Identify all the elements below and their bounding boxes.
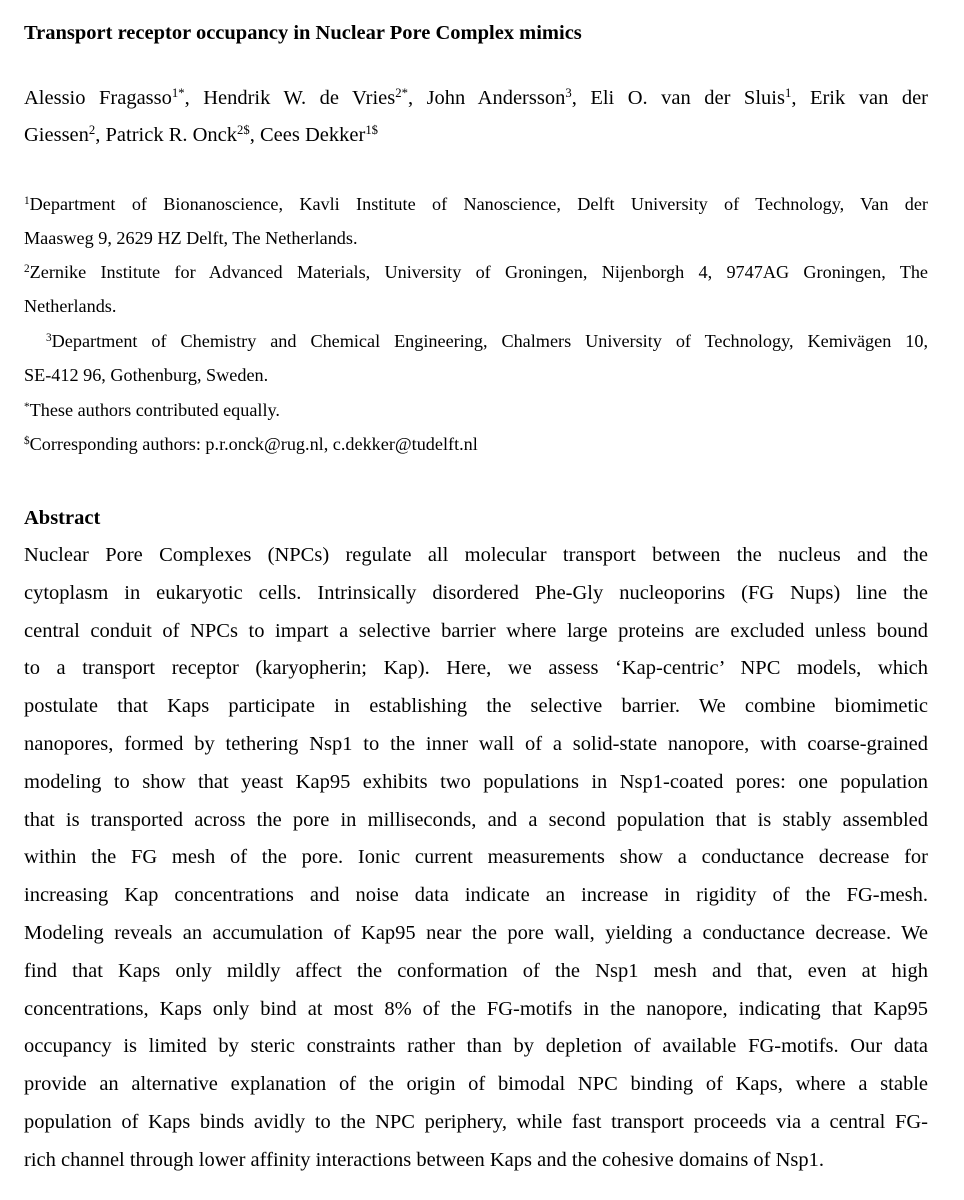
note-mark: * [24,400,30,413]
author-name: Alessio Fragasso [24,87,172,109]
author-list [24,80,928,154]
author-name: Patrick R. Onck [105,124,238,146]
abstract-line: central conduit of NPCs to impart a selective barrier where large proteins are excluded unless bound [24,619,928,642]
abstract-line: increasing Kap concentrations and noise data indicate an increase in rigidity of the FG-mesh. [24,884,928,907]
affiliation-mark: 3 [46,331,52,344]
equal-contribution-note [24,393,928,427]
corresponding-authors-note [24,427,928,461]
abstract-line: Nuclear Pore Complexes (NPCs) regulate all molecular transport between the nucleus and the [24,544,928,566]
author-affiliation-mark: 2$ [237,123,250,138]
author-name: John Andersson [426,87,566,109]
abstract-line: that is transported across the pore in milliseconds, and a second population that is stably assembled [24,808,928,831]
abstract-line: to a transport receptor (karyopherin; Kap). Here, we assess ‘Kap-centric’ NPC models, which [24,657,928,680]
author-affiliation-mark: 1 [784,86,792,101]
affiliation-1 [24,187,928,255]
abstract-line: population of Kaps binds avidly to the NPC periphery, while fast transport proceeds via a central FG- [24,1110,928,1133]
affiliation-3 [24,324,928,392]
author-line-1: Alessio Fragasso$^{1*}$, Hendrik W. de Vries$^{2*}$, John Andersson$^3$, Eli O. van der Sluis$^1$, Erik van der [24,86,928,109]
affiliation-text: SE-412 96, Gothenburg, Sweden. [24,365,269,385]
paper-title: Transport receptor occupancy in Nuclear Pore Complex mimics [24,22,582,44]
abstract-line: nanopores, formed by tethering Nsp1 to the inner wall of a solid-state nanopore, with coarse-grained [24,732,928,755]
author-affiliation-mark: 1* [171,86,185,101]
note-mark: $ [24,434,30,447]
affiliation-text: Maasweg 9, 2629 HZ Delft, The Netherlands. [24,228,358,248]
author-affiliation-mark: 2* [395,86,408,101]
affiliation-mark: 1 [24,194,30,207]
author-line-2: Giessen$^2$, Patrick R. Onck$^{2\$}$, Cees Dekker$^{1\$}$ [24,123,379,146]
author-affiliation-mark: 3 [565,86,572,101]
abstract-line: provide an alternative explanation of the origin of bimodal NPC binding of Kaps, where a stable [24,1073,928,1096]
abstract-heading: Abstract [24,507,101,529]
author-name: Cees Dekker [260,124,366,146]
note-text: Corresponding authors: p.r.onck@rug.nl, c.dekker@tudelft.nl [29,434,478,454]
affiliation-text: Netherlands. [24,296,117,316]
note-text: These authors contributed equally. [29,400,280,420]
abstract-line: concentrations, Kaps only bind at most 8% of the FG-motifs in the nanopore, indicating that Kap95 [24,997,928,1020]
abstract-line: occupancy is limited by steric constraints rather than by depletion of available FG-motifs. Our data [24,1035,928,1058]
author-affiliation-mark: 1$ [365,123,379,138]
author-name: Hendrik W. de Vries [203,87,396,109]
abstract-line: cytoplasm in eukaryotic cells. Intrinsically disordered Phe-Gly nucleoporins (FG Nups) line the [24,581,928,604]
author-name: Giessen [24,124,89,146]
abstract-line: modeling to show that yeast Kap95 exhibits two populations in Nsp1-coated pores: one population [24,770,928,793]
affiliation-text: Department of Chemistry and Chemical Engineering, Chalmers University of Technology, Kemivägen 10, [51,331,928,351]
affiliation-text: Department of Bionanoscience, Kavli Institute of Nanoscience, Delft University of Technology, Van der [29,194,928,214]
affiliation-text: Zernike Institute for Advanced Materials, University of Groningen, Nijenborgh 4, 9747AG Groningen, The [29,262,928,282]
abstract-line: postulate that Kaps participate in establishing the selective barrier. We combine biomimetic [24,695,928,718]
abstract-body [24,537,928,1180]
abstract-line: within the FG mesh of the pore. Ionic current measurements show a conductance decrease for [24,846,928,869]
affiliation-mark: 2 [24,262,30,275]
author-name: Eli O. van der Sluis [590,87,785,109]
author-affiliation-mark: 2 [88,123,96,138]
affiliation-2 [24,255,928,323]
abstract-line: rich channel through lower affinity interactions between Kaps and the cohesive domains of Nsp1. [24,1148,825,1171]
abstract-line: find that Kaps only mildly affect the conformation of the Nsp1 mesh and that, even at high [24,959,928,982]
abstract-line: Modeling reveals an accumulation of Kap95 near the pore wall, yielding a conductance decrease. We [24,921,928,944]
author-name: Erik van der [809,87,928,109]
